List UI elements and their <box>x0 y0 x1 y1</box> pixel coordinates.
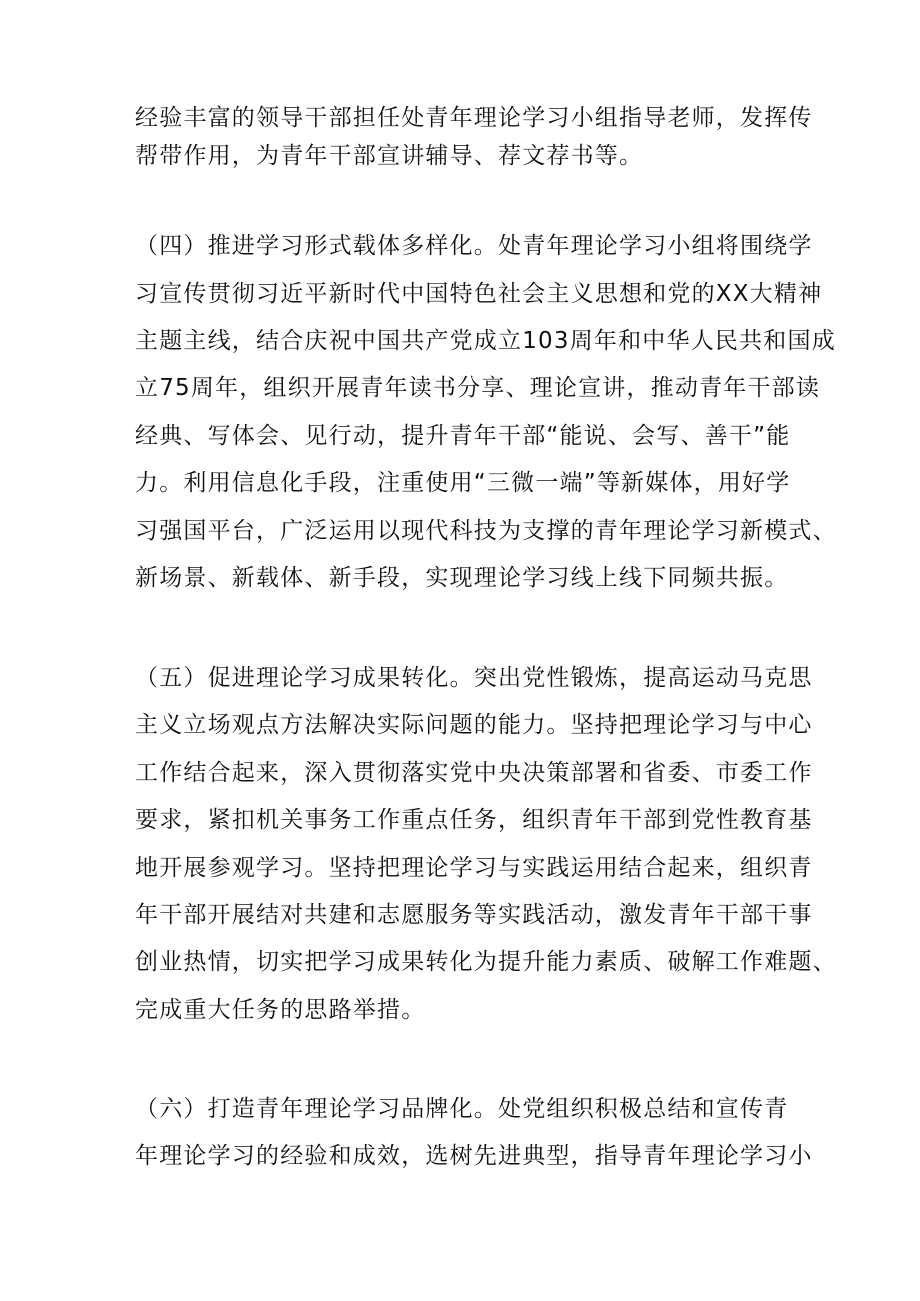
text-line: 主题主线，结合庆祝中国共产党成立103周年和中华人民共和国成 <box>135 328 836 354</box>
text-line: 创业热情，切实把学习成果转化为提升能力素质、破解工作难题、 <box>135 949 837 975</box>
section-heading-line: （四）推进学习形式载体多样化。处青年理论学习小组将围绕学 <box>135 233 813 259</box>
text-line: 经验丰富的领导干部担任处青年理论学习小组指导老师，发挥传 <box>135 105 813 131</box>
text-line: 年理论学习的经验和成效，选树先进典型，指导青年理论学习小 <box>135 1143 813 1169</box>
text-line: 立75周年，组织开展青年读书分享、理论宣讲，推动青年干部读 <box>135 375 821 401</box>
text-line: 帮带作用，为青年干部宣讲辅导、荐文荐书等。 <box>135 143 644 169</box>
section-heading-line: （六）打造青年理论学习品牌化。处党组织积极总结和宣传青 <box>135 1096 789 1122</box>
text-line: 年干部开展结对共建和志愿服务等实践活动，激发青年干部干事 <box>135 902 813 928</box>
text-line: 力。利用信息化手段，注重使用“三微一端”等新媒体，用好学 <box>135 470 791 496</box>
section-heading-line: （五）促进理论学习成果转化。突出党性锻炼，提高运动马克思 <box>135 665 813 691</box>
text-line: 工作结合起来，深入贯彻落实党中央决策部署和省委、市委工作 <box>135 760 813 786</box>
text-line: 新场景、新载体、新手段，实现理论学习线上线下同频共振。 <box>135 565 789 591</box>
text-line: 地开展参观学习。坚持把理论学习与实践运用结合起来，组织青 <box>135 855 813 881</box>
text-line: 完成重大任务的思路举措。 <box>135 997 426 1023</box>
text-line: 经典、写体会、见行动，提升青年干部“能说、会写、善干”能 <box>135 423 791 449</box>
text-line: 要求，紧扣机关事务工作重点任务，组织青年干部到党性教育基 <box>135 807 813 833</box>
text-line: 主义立场观点方法解决实际问题的能力。坚持把理论学习与中心 <box>135 712 813 738</box>
text-line: 习强国平台，广泛运用以现代科技为支撑的青年理论学习新模式、 <box>135 518 837 544</box>
text-line: 习宣传贯彻习近平新时代中国特色社会主义思想和党的XX大精神 <box>135 281 823 307</box>
